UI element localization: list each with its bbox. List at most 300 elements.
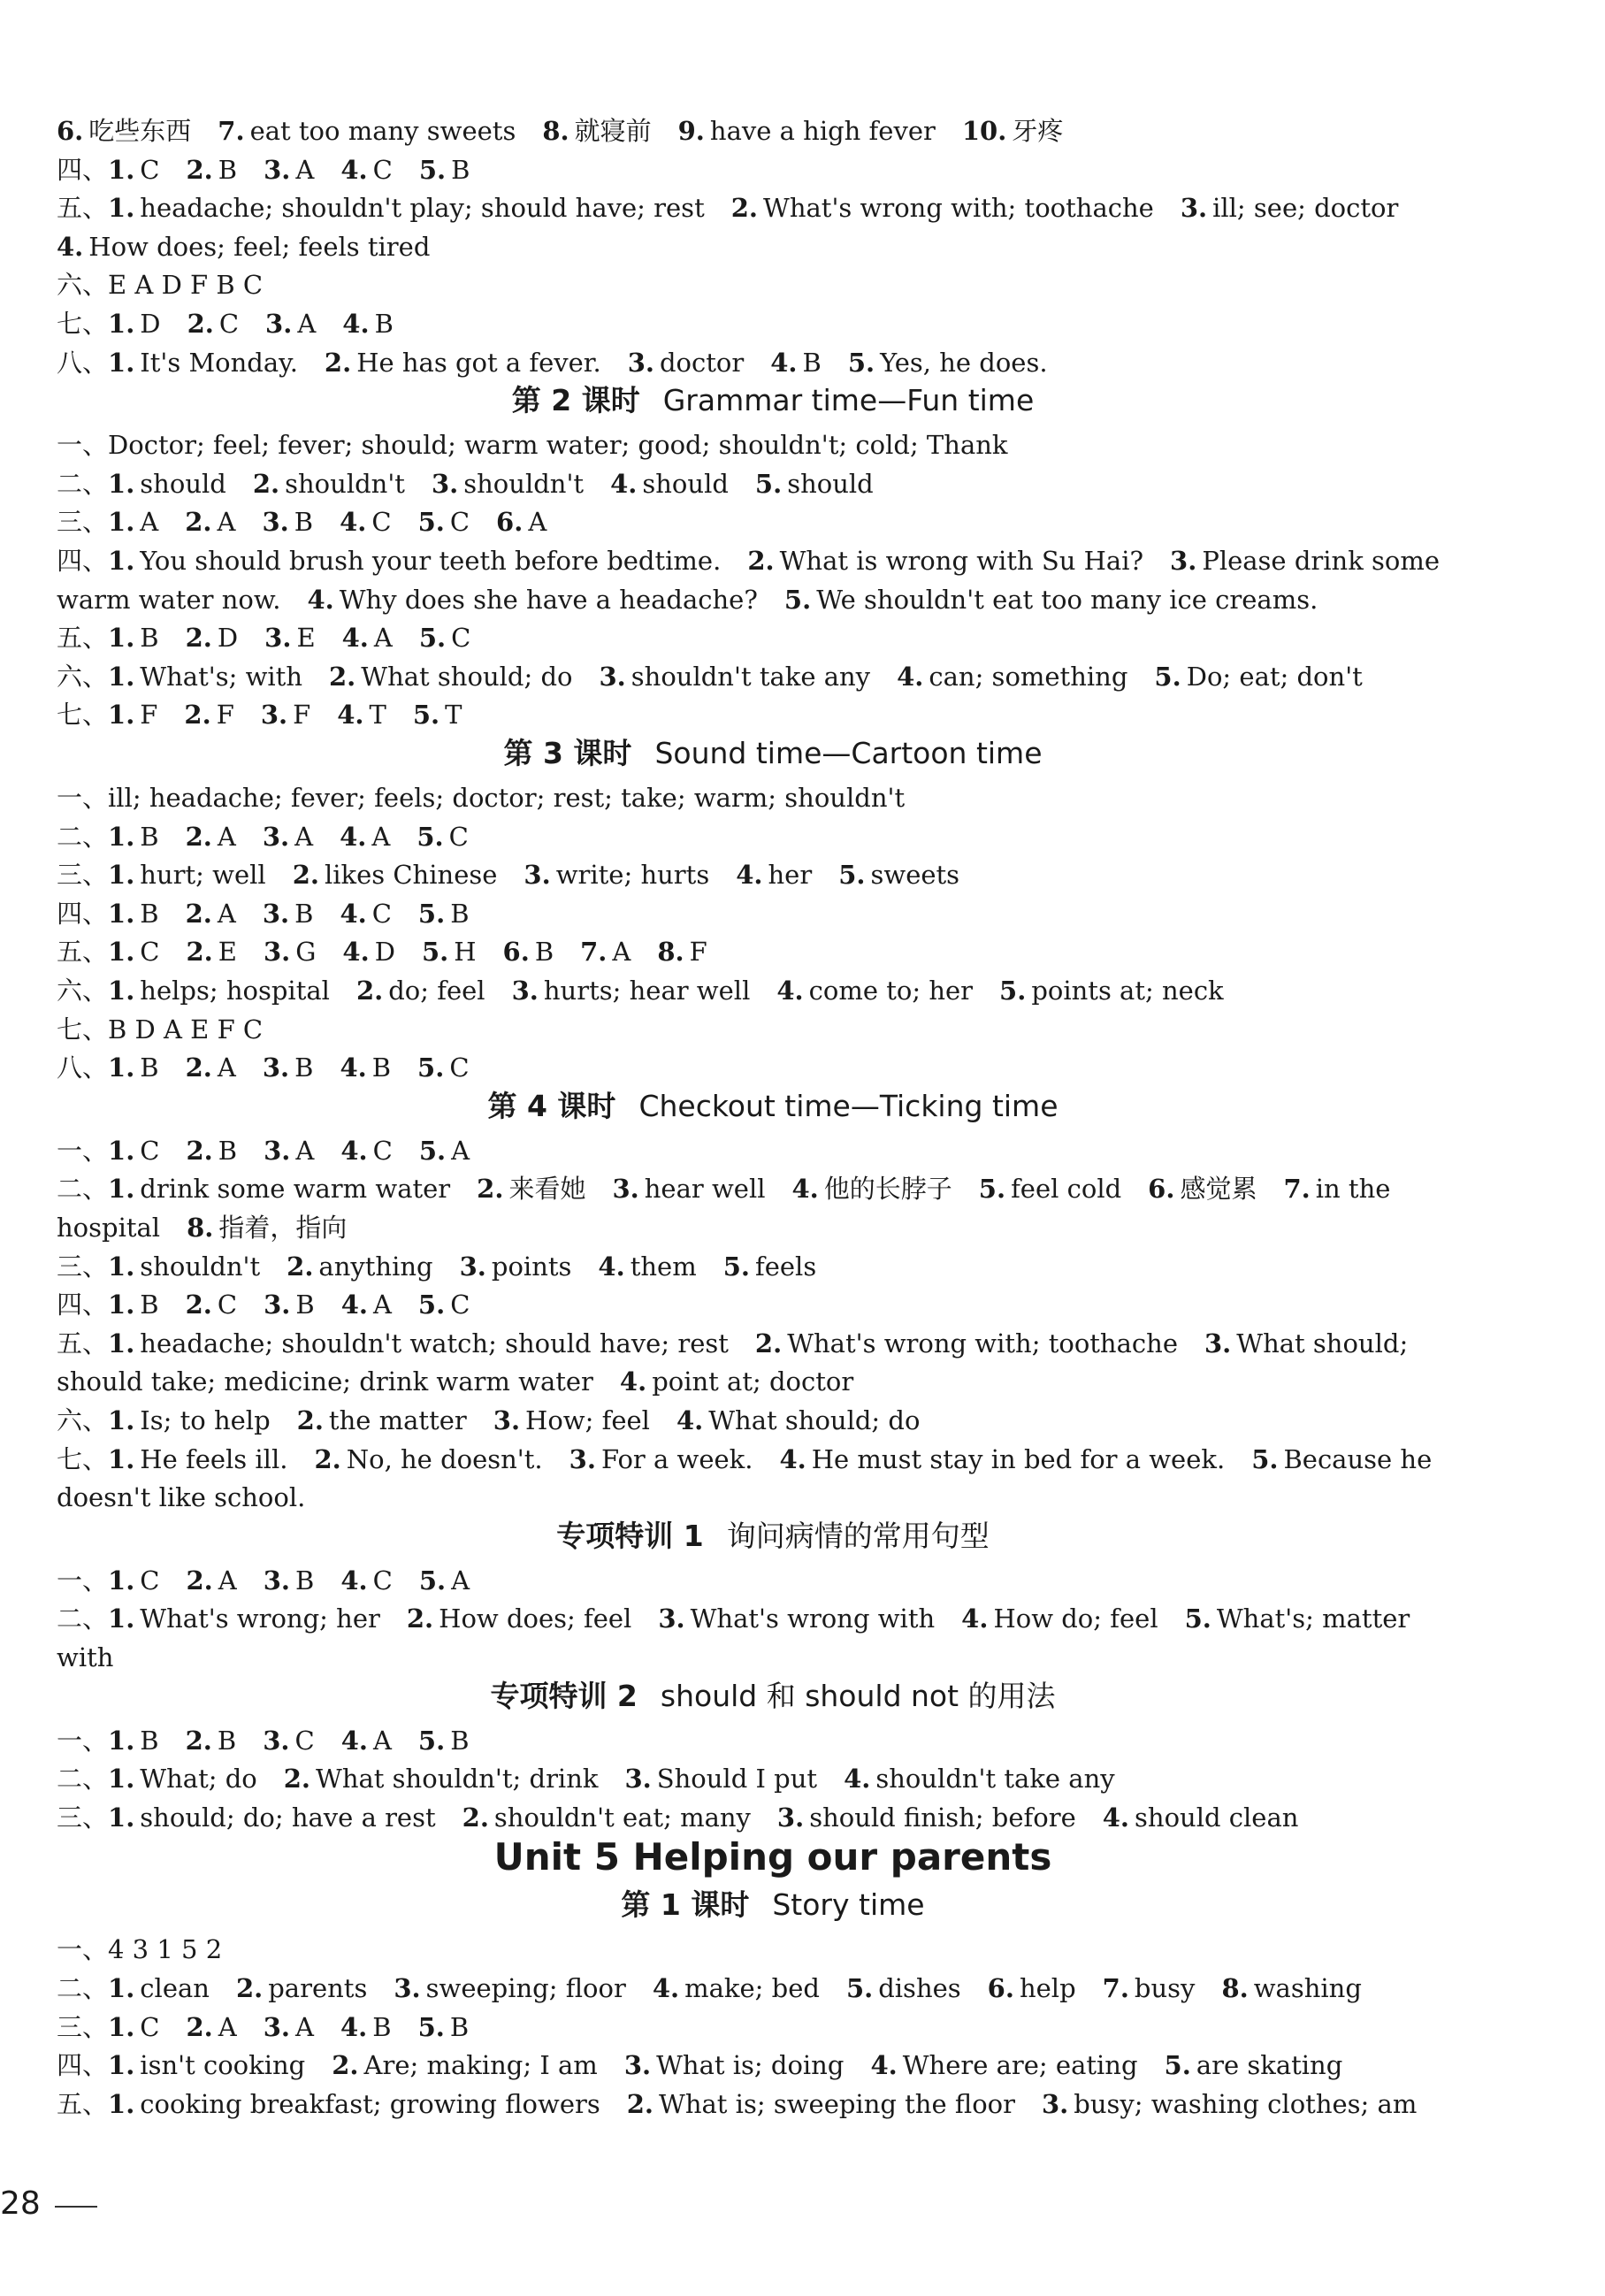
answer-item (676, 1405, 920, 1435)
answer-line (57, 1932, 1489, 1967)
item-text: What is; doing (656, 2050, 845, 2081)
item-text: How does; feel; feels tired (88, 231, 431, 262)
item-number: 1. (108, 1973, 135, 2003)
item-text: ill; see; doctor (1212, 193, 1399, 224)
answer-line (57, 896, 1489, 931)
answer-item (329, 662, 572, 692)
item-number: 4. (341, 623, 369, 654)
section-prefix: 四、 (57, 2050, 109, 2081)
item-text: A (451, 1135, 470, 1166)
item-number: 4. (342, 937, 370, 968)
answer-item (108, 270, 263, 300)
answer-item (187, 309, 239, 339)
item-text: D (217, 623, 239, 654)
item-number: 5. (417, 2011, 445, 2042)
item-number: 2. (185, 1290, 212, 1320)
item-text: hurt; well (140, 860, 266, 891)
item-text: Do; eat; don't (1186, 661, 1363, 692)
item-text: points at; neck (1031, 976, 1224, 1006)
item-text: likes Chinese (324, 860, 498, 891)
item-text: A (140, 507, 159, 538)
lesson-number: 专项特训 1 (556, 1518, 704, 1553)
item-number: 1. (108, 468, 135, 499)
item-text: in the (1315, 1174, 1391, 1205)
answer-item (897, 662, 1127, 692)
section-prefix: 七、 (57, 1014, 109, 1045)
item-text: B (140, 1290, 159, 1320)
answer-item (264, 2012, 314, 2042)
answer-item (524, 860, 709, 890)
answer-line (57, 113, 1489, 149)
lesson-number: 第 4 课时 (487, 1088, 616, 1123)
answer-item (57, 1642, 113, 1672)
item-number: 2. (185, 898, 212, 929)
item-number: 3. (262, 898, 290, 929)
answer-item (462, 1802, 751, 1833)
answer-item (340, 1136, 392, 1166)
item-number: 1. (108, 860, 135, 891)
item-number: 3. (431, 468, 459, 499)
answer-item (624, 2050, 845, 2080)
item-number: 1. (108, 1725, 135, 1756)
item-text: C (294, 1725, 315, 1756)
item-text: parents (268, 1973, 368, 2003)
item-number: 3. (265, 309, 293, 339)
answer-item (599, 662, 870, 692)
section-prefix: 三、 (57, 507, 109, 538)
answer-item (417, 1052, 469, 1083)
item-text: warm water now. (57, 584, 281, 615)
item-text: Are; making; I am (363, 2050, 598, 2081)
item-text: B D A E F C (108, 1014, 264, 1045)
item-text: What's wrong with; toothache (787, 1328, 1178, 1358)
answer-item (979, 1174, 1121, 1204)
item-number: 3. (624, 1764, 652, 1795)
item-text: What is wrong with Su Hai? (779, 546, 1144, 576)
answer-item (187, 1136, 238, 1166)
answer-item (628, 348, 745, 378)
answer-item (1103, 1802, 1299, 1833)
answer-item (337, 700, 386, 730)
answer-item (108, 937, 159, 967)
answer-item (108, 700, 157, 730)
item-number: 3. (658, 1603, 685, 1634)
answer-item (108, 1764, 257, 1794)
answer-line (57, 2009, 1489, 2045)
answer-item (848, 348, 1048, 378)
item-text: B (140, 898, 159, 929)
answer-item (418, 899, 470, 929)
answer-item (407, 1603, 631, 1634)
item-text: F (293, 700, 311, 731)
answer-line (57, 780, 1489, 815)
item-text: headache; shouldn't watch; should have; rest (140, 1328, 729, 1358)
answer-line (57, 1480, 1489, 1515)
item-text: doctor (659, 347, 745, 378)
item-number: 2. (730, 193, 759, 224)
answer-item (57, 1213, 160, 1243)
answer-item (284, 1764, 599, 1794)
answer-item (314, 1444, 542, 1474)
item-number: 3. (263, 937, 291, 968)
item-number: 1. (108, 1290, 135, 1320)
answer-line (57, 582, 1489, 617)
section-prefix: 八、 (57, 347, 109, 378)
answer-line (57, 267, 1489, 302)
item-number: 5. (418, 154, 447, 185)
answer-item (108, 1726, 159, 1756)
item-text: B (372, 2011, 392, 2042)
answer-item (418, 507, 470, 537)
answer-item (108, 1802, 436, 1833)
item-text: A (217, 507, 236, 538)
answer-item (988, 1973, 1076, 2003)
answer-item (287, 1251, 432, 1282)
answer-item (264, 155, 314, 185)
answer-line (57, 427, 1489, 463)
item-text: C (449, 507, 470, 538)
lesson-heading (57, 381, 1489, 420)
item-text: C (372, 1565, 393, 1596)
item-number: 4. (1102, 1802, 1130, 1833)
item-text: feels (754, 1251, 817, 1282)
item-number: 2. (186, 1565, 213, 1596)
item-number: 5. (412, 700, 440, 731)
item-text: should (787, 468, 874, 499)
answer-item (477, 1174, 585, 1204)
item-text: busy (1134, 1973, 1196, 2003)
answer-line (57, 1971, 1489, 2006)
item-text: No, he doesn't. (346, 1443, 543, 1474)
answer-item (413, 700, 462, 730)
answer-item (356, 976, 485, 1006)
answer-item (108, 860, 266, 890)
answer-item (186, 1726, 237, 1756)
answer-item (57, 585, 280, 615)
item-text: clean (140, 1973, 210, 2003)
item-text: help (1019, 1973, 1076, 2003)
answer-item (108, 1052, 159, 1083)
answer-item (962, 116, 1063, 146)
item-number: 4. (340, 898, 367, 929)
item-number: 1. (108, 1405, 135, 1435)
item-text: C (451, 623, 471, 654)
item-text: washing (1253, 1973, 1362, 2003)
item-number: 1. (108, 700, 135, 731)
item-text: C (140, 154, 160, 185)
item-text: D (140, 309, 161, 339)
item-number: 6. (57, 116, 84, 146)
answer-item (1283, 1174, 1390, 1204)
item-number: 5. (754, 468, 783, 499)
item-text: A (528, 507, 547, 538)
answer-item (108, 1934, 222, 1964)
lesson-title: 询问病情的常用句型 (726, 1518, 990, 1553)
answer-item (422, 937, 477, 967)
section-prefix: 一、 (57, 783, 109, 813)
section-prefix: 一、 (57, 1725, 109, 1756)
item-text: drink some warm water (140, 1174, 451, 1205)
item-text: D (374, 937, 395, 968)
item-text: C (140, 937, 160, 968)
item-number: 8. (542, 116, 569, 146)
answer-item (186, 623, 239, 653)
answer-line (57, 1442, 1489, 1477)
item-text: 他的长脖子 (823, 1174, 952, 1205)
answer-item (1103, 1973, 1196, 2003)
item-text: shouldn't (463, 468, 585, 499)
lesson-heading (57, 734, 1489, 773)
section-prefix: 一、 (57, 1934, 109, 1965)
answer-item (961, 1603, 1158, 1634)
item-number: 1. (108, 1565, 135, 1596)
answer-item (108, 822, 159, 852)
answer-item (263, 1726, 314, 1756)
item-text: B (140, 1052, 159, 1083)
section-prefix: 三、 (57, 2011, 109, 2042)
item-text: How does; feel (439, 1603, 632, 1634)
item-text: should (140, 468, 226, 499)
item-text: B (140, 1725, 159, 1756)
answer-line (57, 857, 1489, 892)
answer-item (187, 2012, 237, 2042)
item-text: write; hurts (555, 860, 710, 891)
item-text: T (445, 700, 462, 731)
answer-item (460, 1251, 572, 1282)
item-text: B (295, 1290, 315, 1320)
answer-item (108, 193, 705, 223)
item-text: What's wrong with; toothache (763, 193, 1154, 224)
item-number: 1. (108, 546, 135, 576)
item-number: 2. (355, 976, 384, 1006)
item-number: 4. (340, 821, 367, 852)
item-text: F (140, 700, 158, 731)
item-text: A (218, 2011, 237, 2042)
item-number: 7. (580, 937, 608, 968)
answer-item (293, 860, 498, 890)
answer-line (57, 345, 1489, 380)
section-prefix: 六、 (57, 661, 109, 692)
lesson-title: Checkout time—Ticking time (638, 1088, 1059, 1123)
item-text: What is; sweeping the floor (659, 2088, 1015, 2119)
item-text: B (450, 898, 470, 929)
item-text: C (372, 1135, 393, 1166)
item-text: helps; hospital (140, 976, 330, 1006)
item-text: B (294, 507, 314, 538)
answer-item (838, 860, 959, 890)
section-prefix: 五、 (57, 2088, 109, 2119)
answer-item (185, 507, 235, 537)
item-text: We shouldn't eat too many ice creams. (816, 584, 1318, 615)
answer-item (999, 976, 1224, 1006)
item-text: A (217, 821, 236, 852)
answer-item (580, 937, 631, 967)
answer-item (108, 1136, 159, 1166)
lesson-title: Story time (772, 1887, 925, 1923)
item-text: 就寝前 (574, 116, 652, 146)
item-number: 5. (783, 584, 812, 615)
item-number: 3. (263, 2011, 291, 2042)
answer-item (731, 193, 1154, 223)
item-text: C (140, 2011, 160, 2042)
answer-line (57, 306, 1489, 341)
item-number: 6. (987, 1973, 1014, 2003)
item-text: He feels ill. (140, 1443, 288, 1474)
item-number: 5. (417, 898, 446, 929)
answer-item (187, 937, 237, 967)
item-number: 4. (340, 507, 367, 538)
item-number: 1. (108, 976, 135, 1006)
item-number: 1. (108, 1603, 135, 1634)
item-number: 2. (324, 347, 352, 378)
item-text: How do; feel (993, 1603, 1158, 1634)
item-text: her (768, 860, 813, 891)
item-text: 吃些东西 (88, 116, 192, 146)
answer-item (341, 1726, 392, 1756)
item-text: What should; do (708, 1405, 921, 1435)
item-text: C (371, 898, 392, 929)
item-text: A (295, 2011, 314, 2042)
item-text: 牙疼 (1012, 116, 1064, 146)
answer-item (340, 1565, 392, 1596)
answer-line (57, 697, 1489, 732)
answer-item (417, 822, 468, 852)
item-number: 3. (1170, 546, 1197, 576)
answer-item (1042, 2089, 1417, 2119)
item-number: 3. (264, 623, 292, 654)
answer-item (108, 2089, 600, 2119)
answer-item (261, 700, 310, 730)
item-text: How; feel (525, 1405, 650, 1435)
section-prefix: 一、 (57, 1565, 109, 1596)
item-text: B (218, 1135, 238, 1166)
lesson-heading (57, 1087, 1489, 1126)
lesson-number: 专项特训 2 (490, 1678, 638, 1713)
item-number: 5. (418, 1135, 447, 1166)
answer-item (108, 1444, 287, 1474)
item-number: 2. (332, 2050, 359, 2081)
item-number: 3. (264, 154, 291, 185)
answer-item (340, 2012, 392, 2042)
answer-item (108, 1565, 159, 1596)
item-text: feel cold (1011, 1174, 1122, 1205)
item-text: hear well (644, 1174, 766, 1205)
item-number: 4. (779, 1443, 806, 1474)
item-number: 3. (459, 1251, 486, 1282)
item-number: 4. (57, 231, 84, 262)
item-number: 3. (262, 821, 290, 852)
answer-item (870, 2050, 1137, 2080)
item-text: B (294, 1052, 314, 1083)
section-prefix: 六、 (57, 270, 109, 301)
item-text: B (140, 821, 159, 852)
item-number: 3. (263, 1725, 290, 1756)
item-text: A (371, 821, 391, 852)
lesson-heading (57, 1677, 1489, 1716)
item-text: hurts; hear well (543, 976, 751, 1006)
item-text: eat too many sweets (249, 116, 516, 146)
answer-item (264, 1565, 315, 1596)
answer-item (777, 1802, 1076, 1833)
item-number: 2. (747, 546, 775, 576)
item-text: A (373, 623, 393, 654)
item-text: 感觉累 (1180, 1174, 1257, 1205)
item-text: E (296, 623, 316, 654)
lesson-heading (57, 1886, 1489, 1925)
item-text: B (451, 154, 470, 185)
answer-item (341, 1290, 392, 1320)
answer-line (57, 1723, 1489, 1758)
item-number: 2. (186, 2011, 213, 2042)
item-number: 4. (791, 1174, 819, 1205)
item-number: 2. (252, 468, 280, 499)
item-number: 1. (108, 309, 135, 339)
answer-item (624, 1764, 817, 1794)
item-number: 4. (897, 661, 924, 692)
item-text: should; do; have a rest (140, 1802, 436, 1833)
answer-item (340, 507, 391, 537)
item-number: 2. (287, 1251, 314, 1282)
item-number: 2. (185, 1052, 212, 1083)
answer-item (1165, 2050, 1343, 2080)
answer-item (108, 2050, 305, 2080)
answer-line (57, 229, 1489, 264)
answer-line (57, 1761, 1489, 1796)
answer-item (253, 469, 405, 499)
answer-item (57, 232, 430, 262)
item-number: 1. (108, 937, 135, 968)
item-text: points (491, 1251, 572, 1282)
item-text: shouldn't take any (631, 661, 871, 692)
item-number: 8. (1221, 1973, 1249, 2003)
answer-item (657, 937, 707, 967)
answer-item (263, 899, 314, 929)
item-text: A (295, 154, 315, 185)
answer-item (779, 1444, 1225, 1474)
answer-item (186, 1290, 237, 1320)
item-number: 1. (108, 1328, 135, 1358)
answer-item (496, 507, 546, 537)
item-number: 4. (844, 1764, 871, 1795)
answer-item (264, 623, 315, 653)
answer-item (658, 1603, 935, 1634)
answer-item (755, 469, 874, 499)
answer-item (512, 976, 751, 1006)
section-prefix: 三、 (57, 1251, 109, 1282)
answer-item (186, 1052, 236, 1083)
item-text: B (450, 1725, 470, 1756)
item-text: C (218, 309, 240, 339)
item-text: It's Monday. (140, 347, 298, 378)
item-number: 4. (307, 584, 334, 615)
item-number: 4. (598, 1251, 625, 1282)
item-number: 1. (108, 1135, 135, 1166)
item-number: 4. (652, 1973, 680, 2003)
item-number: 4. (961, 1603, 989, 1634)
answer-item (262, 507, 313, 537)
answer-item (394, 1973, 626, 2003)
section-prefix: 六、 (57, 1405, 109, 1435)
section-prefix: 五、 (57, 623, 109, 654)
item-text: E (218, 937, 237, 968)
answer-item (542, 116, 651, 146)
answer-line (57, 190, 1489, 226)
answer-item (108, 976, 330, 1006)
answer-item (432, 469, 584, 499)
item-number: 3. (264, 1290, 291, 1320)
item-text: shouldn't (140, 1251, 261, 1282)
item-number: 5. (417, 507, 445, 538)
